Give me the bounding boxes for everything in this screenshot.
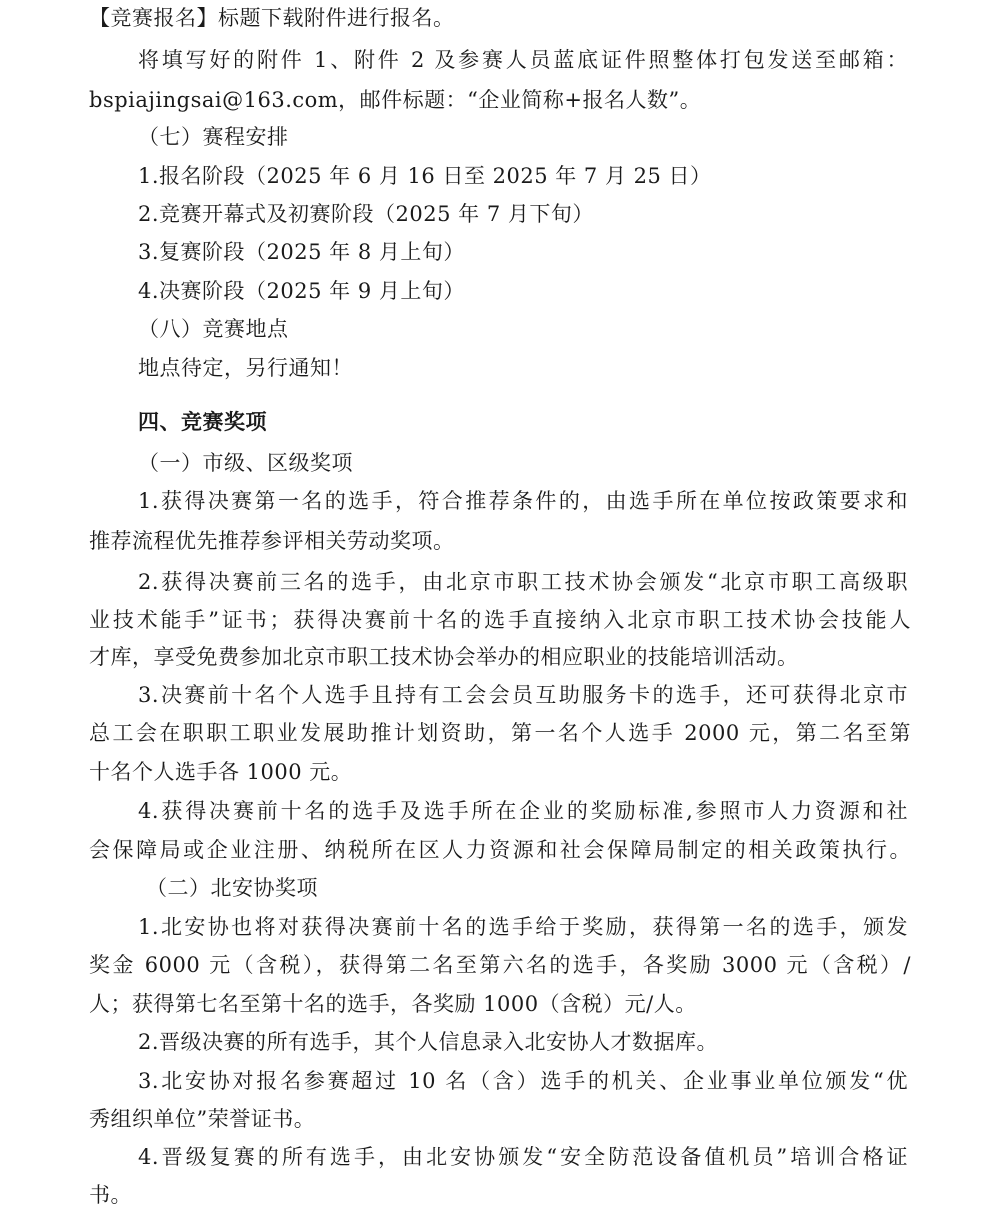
paragraph-line: 2.晋级决赛的所有选手，其个人信息录入北安协人才数据库。 bbox=[138, 1030, 719, 1054]
paragraph-line: 3.北安协对报名参赛超过 10 名（含）选手的机关、企业事业单位颁发“优 bbox=[138, 1069, 908, 1093]
paragraph-line: 十名个人选手各 1000 元。 bbox=[89, 760, 353, 784]
schedule-item: 1.报名阶段（2025 年 6 月 16 日至 2025 年 7 月 25 日） bbox=[138, 164, 712, 188]
chapter-heading-awards: 四、竞赛奖项 bbox=[138, 409, 267, 434]
location-text: 地点待定，另行通知！ bbox=[138, 356, 353, 380]
paragraph-line: 才库，享受免费参加北京市职工技术协会举办的相应职业的技能培训活动。 bbox=[89, 645, 799, 669]
registration-line: 【竞赛报名】标题下载附件进行报名。 bbox=[89, 6, 455, 30]
paragraph-line: 奖金 6000 元（含税），获得第二名至第六名的选手，各奖励 3000 元（含税）/ bbox=[89, 953, 911, 977]
section-heading-location: （八）竞赛地点 bbox=[138, 317, 289, 341]
paragraph-line: 1.获得决赛第一名的选手，符合推荐条件的，由选手所在单位按政策要求和 bbox=[138, 489, 908, 513]
paragraph-line: 会保障局或企业注册、纳税所在区人力资源和社会保障局制定的相关政策执行。 bbox=[89, 838, 911, 862]
paragraph-line: 秀组织单位”荣誉证书。 bbox=[89, 1107, 316, 1131]
paragraph-line: 4.获得决赛前十名的选手及选手所在企业的奖励标准,参照市人力资源和社 bbox=[138, 799, 908, 823]
paragraph-line: 书。 bbox=[89, 1183, 132, 1207]
paragraph-line: 人；获得第七名至第十名的选手，各奖励 1000（含税）元/人。 bbox=[89, 992, 697, 1016]
paragraph-line: 1.北安协也将对获得决赛前十名的选手给于奖励，获得第一名的选手，颁发 bbox=[138, 915, 908, 939]
schedule-item: 4.决赛阶段（2025 年 9 月上旬） bbox=[138, 279, 465, 303]
section-heading-city-awards: （一）市级、区级奖项 bbox=[138, 451, 353, 475]
schedule-item: 3.复赛阶段（2025 年 8 月上旬） bbox=[138, 240, 465, 264]
schedule-item: 2.竞赛开幕式及初赛阶段（2025 年 7 月下旬） bbox=[138, 202, 594, 226]
section-heading-association-awards: （二）北安协奖项 bbox=[146, 876, 318, 900]
section-heading-schedule: （七）赛程安排 bbox=[138, 125, 289, 149]
email-line: bspiajingsai@163.com，邮件标题：“企业简称+报名人数”。 bbox=[89, 88, 702, 112]
paragraph-line: 3.决赛前十名个人选手且持有工会会员互助服务卡的选手，还可获得北京市 bbox=[138, 683, 908, 707]
paragraph-line: 将填写好的附件 1、附件 2 及参赛人员蓝底证件照整体打包发送至邮箱： bbox=[138, 48, 908, 72]
paragraph-line: 4.晋级复赛的所有选手，由北安协颁发“安全防范设备值机员”培训合格证 bbox=[138, 1145, 908, 1169]
paragraph-line: 推荐流程优先推荐参评相关劳动奖项。 bbox=[89, 529, 455, 553]
paragraph-line: 总工会在职职工职业发展助推计划资助，第一名个人选手 2000 元，第二名至第 bbox=[89, 721, 911, 745]
paragraph-line: 2.获得决赛前三名的选手，由北京市职工技术协会颁发“北京市职工高级职 bbox=[138, 570, 908, 594]
paragraph-line: 业技术能手”证书；获得决赛前十名的选手直接纳入北京市职工技术协会技能人 bbox=[89, 608, 911, 632]
